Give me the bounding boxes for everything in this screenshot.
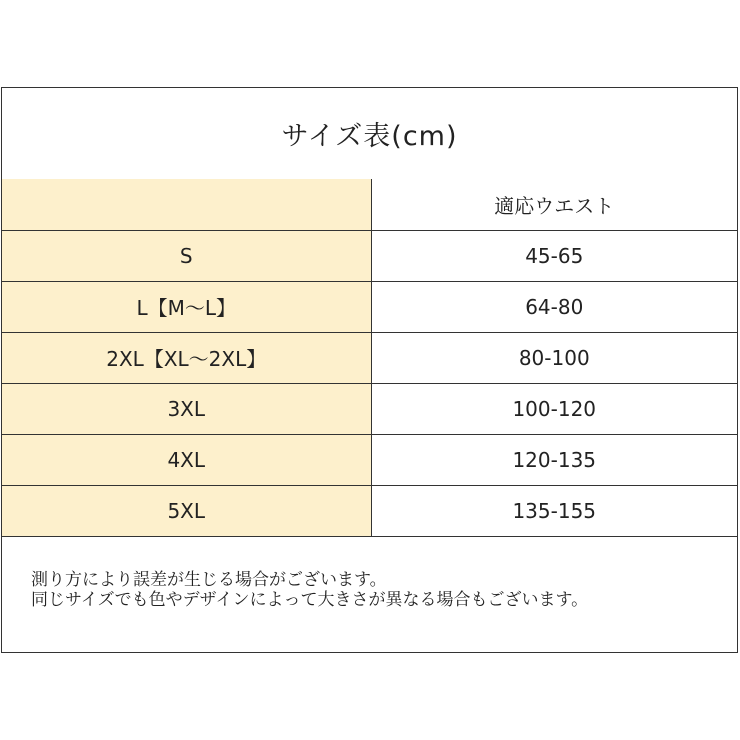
size-cell: 3XL <box>2 383 371 434</box>
table-row <box>2 281 737 332</box>
table-row <box>2 230 737 281</box>
header-size-cell <box>2 179 371 230</box>
size-cell: 2XL【XL～2XL】 <box>2 332 371 383</box>
size-cell: S <box>2 230 371 281</box>
waist-cell: 120-135 <box>371 434 737 485</box>
note-line: 同じサイズでも色やデザインによって大きさが異なる場合もございます。 <box>31 590 589 610</box>
table-row <box>2 485 737 536</box>
waist-cell: 135-155 <box>371 485 737 536</box>
size-table <box>2 179 737 537</box>
table-row <box>2 332 737 383</box>
table-header-row <box>2 179 737 230</box>
table-row <box>2 434 737 485</box>
table-row <box>2 383 737 434</box>
waist-cell: 64-80 <box>371 281 737 332</box>
size-cell: 5XL <box>2 485 371 536</box>
size-cell: 4XL <box>2 434 371 485</box>
note-line: 測り方により誤差が生じる場合がございます。 <box>31 570 387 590</box>
waist-cell: 80-100 <box>371 332 737 383</box>
size-chart-sheet <box>1 87 738 653</box>
measurement-note <box>31 570 588 610</box>
waist-cell: 45-65 <box>371 230 737 281</box>
size-cell: L【M～L】 <box>2 281 371 332</box>
waist-cell: 100-120 <box>371 383 737 434</box>
header-waist-cell: 適応ウエスト <box>371 179 737 230</box>
size-chart-title: サイズ表(cm) <box>2 88 737 180</box>
